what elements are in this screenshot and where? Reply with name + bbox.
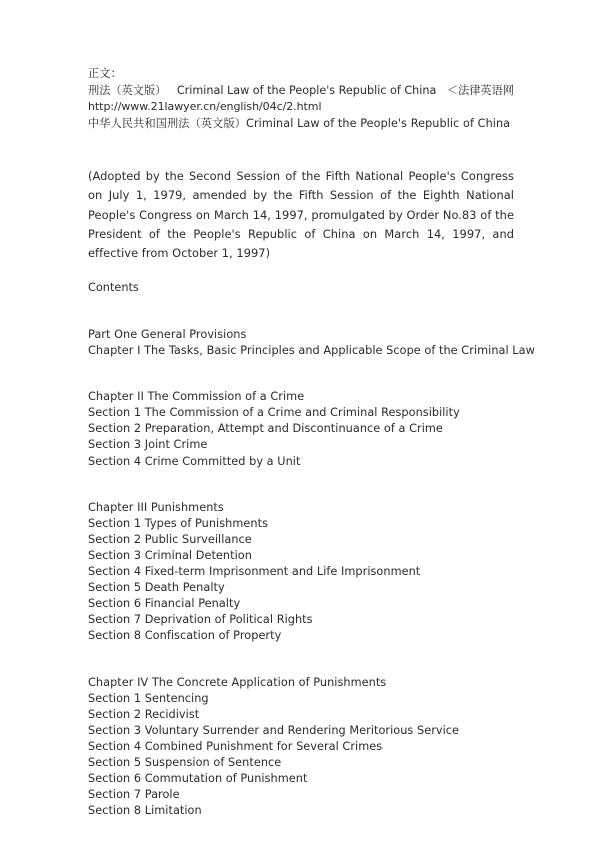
masthead-full-title-cjk: 中华人民共和国刑法（英文版） [88,116,247,130]
toc-line: Section 5 Suspension of Sentence [88,755,282,769]
toc-line: Section 8 Limitation [88,804,202,818]
toc-line: Section 6 Commutation of Punishment [88,772,308,786]
toc-line: Chapter II The Commission of a Crime [88,390,305,404]
toc-line: Section 7 Parole [88,788,180,802]
adoption-paragraph [88,167,514,263]
masthead-title-line [88,83,514,100]
masthead-title-source: ＜法律英语网 [446,83,514,97]
toc-line: Chapter IV The Concrete Application of Punishments [88,675,387,689]
toc-line: Chapter I The Tasks, Basic Principles and Applicable Scope of the Criminal Law [88,344,535,358]
toc-line: Section 1 Types of Punishments [88,516,268,530]
contents-heading: Contents [88,281,139,294]
toc-line: Section 2 Recidivist [88,707,200,721]
toc-group [88,500,514,645]
toc-line: Section 7 Deprivation of Political Rights [88,613,313,627]
toc-line: Chapter III Punishments [88,500,224,514]
toc-line: Section 3 Voluntary Surrender and Rendering Meritorious Service [88,723,460,737]
document-content [88,66,535,818]
toc-line: Section 1 Sentencing [88,691,209,705]
table-of-contents [88,280,535,819]
toc-group [88,389,514,469]
masthead-full-title-line [88,116,514,133]
toc-line: Section 1 The Commission of a Crime and Criminal Responsibility [88,406,460,420]
toc-group [88,675,514,820]
toc-group [88,327,535,359]
toc-line: Section 4 Fixed-term Imprisonment and Life Imprisonment [88,565,421,579]
masthead-full-title-en: Criminal Law of the People's Republic of China [246,116,511,130]
toc-line: Section 3 Criminal Detention [88,548,252,562]
toc-line: Section 4 Crime Committed by a Unit [88,454,301,468]
toc-line: Part One General Provisions [88,328,247,341]
masthead-label: 正文： [88,67,122,80]
toc-line: Section 4 Combined Punishment for Several Crimes [88,739,383,753]
masthead [88,66,514,132]
toc-line: Section 8 Confiscation of Property [88,629,282,643]
masthead-title-en: Criminal Law of the People's Republic of China [176,83,437,97]
toc-line: Section 6 Financial Penalty [88,597,241,611]
adoption-text: (Adopted by the Second Session of the Fifth National People's Congress on July 1, 1979, amended by the Fifth Session of the Eighth National People's Congress on March 14, 1997, promulgated by Order No.83 of the President of the People's Republic of China on March 14, 1997, and effective from October 1, 1997) [88,169,514,261]
toc-line: Section 5 Death Penalty [88,581,225,595]
toc-line: Section 2 Public Surveillance [88,532,252,546]
toc-line: Section 3 Joint Crime [88,438,208,452]
toc-line: Section 2 Preparation, Attempt and Discontinuance of a Crime [88,422,443,436]
masthead-title-cjk: 刑法（英文版） [88,83,167,97]
masthead-url[interactable]: http://www.21lawyer.cn/english/04c/2.html [88,100,322,113]
